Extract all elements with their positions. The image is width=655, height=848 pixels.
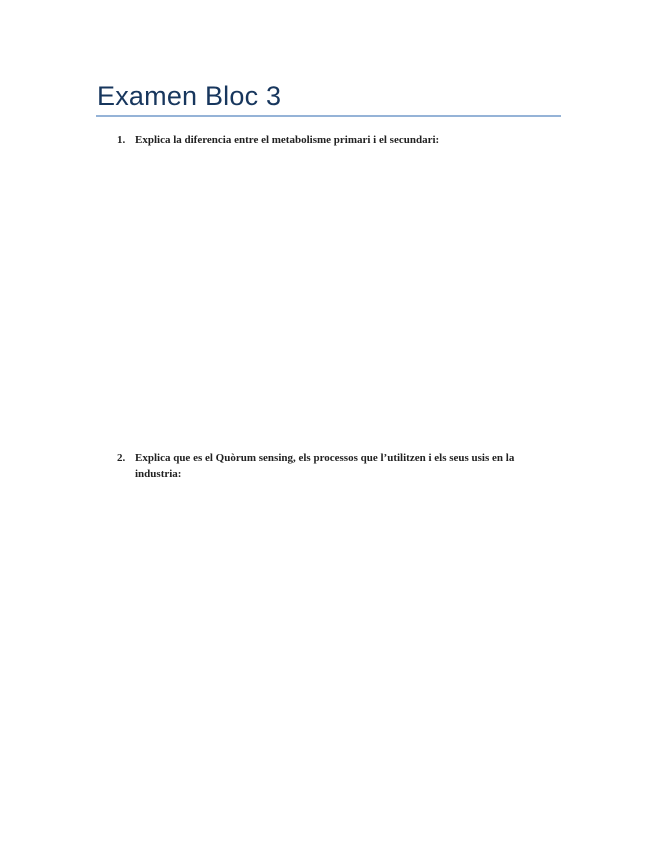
question-1 xyxy=(117,132,557,148)
page-title: Examen Bloc 3 xyxy=(97,81,282,111)
question-text: Explica que es el Quòrum sensing, els processos que l’utilitzen i els seus usis en la industria: xyxy=(135,452,515,480)
question-number: 2. xyxy=(117,452,126,464)
question-number: 1. xyxy=(117,134,126,146)
question-2 xyxy=(117,450,557,482)
title-divider xyxy=(96,115,561,117)
question-text: Explica la diferencia entre el metabolisme primari i el secundari: xyxy=(135,134,440,146)
